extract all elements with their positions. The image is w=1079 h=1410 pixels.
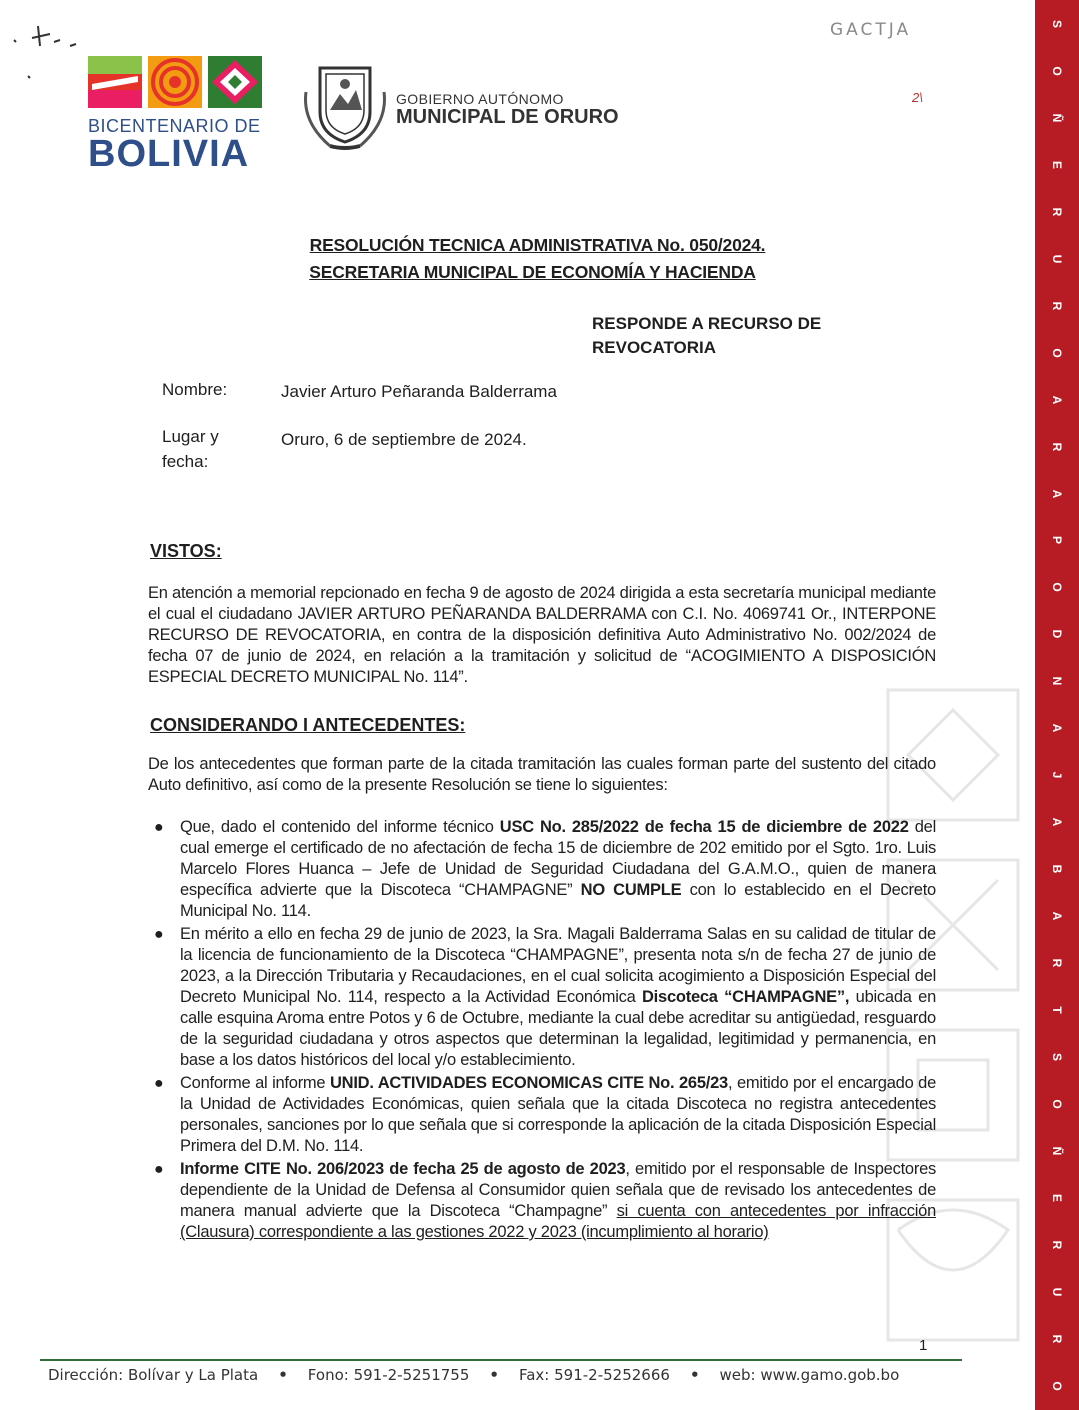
subject-block [592,312,821,360]
bullet-icon: ● [154,926,164,943]
side-band-letter: R [1050,301,1064,311]
side-band-letter: A [1050,817,1064,827]
footer-web: web: www.gamo.gob.bo [719,1366,900,1384]
place-label-line1: Lugar y [162,427,219,446]
side-band-letter: P [1050,536,1064,545]
side-band [1035,0,1079,1410]
side-band-letter: E [1050,1193,1064,1202]
side-band-letter: R [1050,1240,1064,1250]
side-band-letter: Ñ [1050,113,1064,123]
side-band-letter: B [1050,864,1064,874]
antecedentes-list [148,817,936,1245]
considerando-heading: CONSIDERANDO I ANTECEDENTES: [150,715,466,735]
secretaria-title: SECRETARIA MUNICIPAL DE ECONOMÍA Y HACIENDA [309,262,756,282]
resolution-title: RESOLUCIÓN TECNICA ADMINISTRATIVA No. 050/2024. [309,235,766,255]
name-label: Nombre: [162,380,228,399]
side-band-letter: U [1050,1287,1064,1297]
side-band-letter: O [1050,1380,1064,1391]
side-band-letter: O [1050,348,1064,358]
side-band-letter: S [1050,1052,1064,1061]
bolivia-text: BOLIVIA [88,133,250,175]
footer-separator: • [689,1366,700,1384]
list-item: ● Que, dado el contenido del informe técnico USC No. 285/2022 de fecha 15 de diciembre de 2022 del cual emerge el certificado de no afectación de fecha 15 de diciembre de 202 emitido por el Sgto. 1ro. Luis Marcelo Flores Huanca – Jefe de Unidad de Seguridad Ciudadana del G.A.M.O., quien de manera específica advierte que la Discoteca “CHAMPAGNE” NO CUMPLE con lo establecido en el Decreto Municipal No. 114. [154,818,936,920]
side-band-letter: J [1050,771,1064,779]
side-band-letter: Ñ [1050,1146,1064,1156]
side-band-letter: O [1050,1099,1064,1109]
footer-separator: • [489,1366,499,1384]
bicentenario-text: BICENTENARIO DE [88,116,261,136]
side-band-letter: S [1050,19,1064,28]
side-band-letter: T [1050,1006,1064,1014]
gam-name-line2: MUNICIPAL DE ORURO [396,106,619,128]
handwritten-scribble [10,16,100,86]
side-band-letter: N [1050,677,1064,686]
vistos-heading: VISTOS: [150,541,222,561]
side-band-letter: R [1050,958,1064,968]
handwritten-mark: 2\ [912,90,923,105]
bullet-icon: ● [154,1161,164,1178]
side-band-text [1035,0,1079,1410]
list-item: ● Informe CITE No. 206/2023 de fecha 25 de agosto de 2023, emitido por el responsable de Inspectores dependiente de la Unidad de Defensa al Consumidor quien señala que de revisado los antecedentes de manera manual advierte que la Discoteca “Champagne” si cuenta con antecedentes por infracción (Clausura) correspondiente a las gestiones 2022 y 2023 (incumplimiento al horario) [154,1160,937,1241]
footer-divider [40,1359,962,1361]
side-band-letter: A [1050,395,1064,404]
subject-line1: RESPONDE A RECURSO DE [592,314,822,333]
side-band-letter: E [1050,160,1064,169]
side-band-letter: R [1050,1334,1064,1344]
vistos-paragraph: En atención a memorial repcionado en fecha 9 de agosto de 2024 dirigida a esta secretaría municipal mediante el cual el ciudadano JAVIER ARTURO PEÑARANDA BALDERRAMA con C.I. No. 4069741 Or., INTERPONE RECURSO DE REVOCATORIA, en contra de la disposición definitiva Auto Administrativo No. 002/2024 de fecha 07 de junio de 2024, en relación a la tramitación y solicitud de “ACOGIMIENTO A DISPOSICIÓN ESPECIAL DECRETO MUNICIPAL No. 114”. [148,584,936,686]
side-band-letter: U [1050,254,1064,264]
bicentenario-logo [88,50,268,116]
footer-fax: Fax: 591-2-5252666 [518,1366,670,1384]
subject-line2: REVOCATORIA [592,338,717,357]
side-band-letter: O [1050,66,1064,76]
side-band-letter: A [1050,911,1064,921]
side-band-letter: O [1050,582,1064,593]
name-value: Javier Arturo Peñaranda Balderrama [281,382,557,401]
footer-phone: Fono: 591-2-5251755 [307,1366,470,1384]
oruro-seal-logo [300,62,390,152]
gam-name-line1: GOBIERNO AUTÓNOMO [396,91,564,107]
considerando-intro: De los antecedentes que forman parte de la citada tramitación las cuales forman parte del sustento del citado Auto definitivo, así como de la presente Resolución se tiene lo siguientes: [148,755,936,794]
handwritten-note: GACTJA [830,20,912,40]
place-date-value: Oruro, 6 de septiembre de 2024. [281,430,527,449]
footer-separator: • [278,1366,288,1384]
side-band-letter: D [1050,630,1064,639]
side-band-letter: R [1050,207,1064,217]
bullet-icon: ● [154,1075,164,1092]
footer-address: Dirección: Bolívar y La Plata [48,1366,259,1384]
page-number: 1 [919,1337,928,1354]
place-label-line2: fecha: [162,452,209,471]
list-item: ● En mérito a ello en fecha 29 de junio de 2023, la Sra. Magali Balderrama Salas en su calidad de titular de la licencia de funcionamiento de la Discoteca “CHAMPAGNE”, presenta nota s/n de fecha 27 de junio de 2023, a la Dirección Tributaria y Recaudaciones, en el cual solicita acogimiento a Disposición Especial del Decreto Municipal No. 114, respecto a la Actividad Económica Discoteca “CHAMPAGNE”, ubicada en calle esquina Aroma entre Potos y 6 de Octubre, mediante la cual debe acreditar su antigüedad, resguardo de la seguridad ciudadana y otros aspectos que determinan la legalidad, legitimidad y permanencia, en base a los datos históricos del local y/o establecimiento. [154,925,936,1069]
list-item: ● Conforme al informe UNID. ACTIVIDADES ECONOMICAS CITE No. 265/23, emitido por el encargado de la Unidad de Actividades Económicas, quien señala que la citada Discoteca no registra antecedentes personales, sanciones por lo que señala que si corresponde la aplicación de la citada Disposición Especial Primera del D.M. No. 114. [154,1074,937,1155]
side-band-letter: A [1050,723,1064,733]
side-band-letter: A [1050,489,1064,498]
bullet-icon: ● [154,819,164,836]
footer [48,1366,968,1384]
side-band-letter: R [1050,442,1064,451]
